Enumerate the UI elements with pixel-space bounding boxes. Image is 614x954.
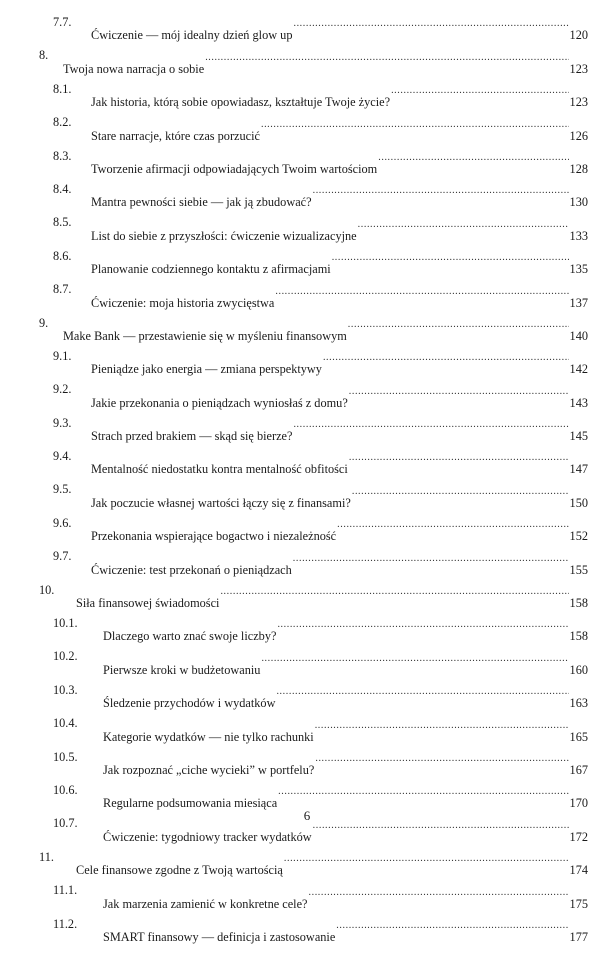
toc-entry-page[interactable]: 137 [569, 295, 588, 310]
toc-entry-page[interactable]: 174 [569, 863, 588, 878]
toc-section-entry[interactable] [0, 607, 614, 644]
toc-entry-page[interactable]: 126 [569, 128, 588, 143]
toc-entry-number: 8. [39, 48, 49, 63]
dot-leader [349, 373, 569, 406]
dot-leader [277, 607, 568, 640]
toc-section-entry[interactable] [0, 741, 614, 777]
toc-section-entry[interactable] [0, 106, 614, 143]
toc-entry-title[interactable]: Planowanie codziennego kontaktu z afirmacjami [91, 262, 331, 277]
toc-entry-title[interactable]: Siła finansowej świadomości [76, 596, 220, 611]
toc-entry-number: 9.7. [53, 549, 72, 564]
toc-section-entry[interactable] [0, 874, 614, 911]
toc-entry-page[interactable]: 147 [569, 462, 588, 477]
toc-entry-page[interactable]: 158 [569, 596, 588, 611]
toc-section-entry[interactable] [0, 206, 614, 243]
dot-leader [323, 340, 569, 373]
dot-leader [276, 674, 568, 707]
toc-entry-title[interactable]: Jak marzenia zamienić w konkretne cele? [103, 896, 308, 911]
toc-entry-number: 9.5. [53, 482, 72, 497]
toc-entry-page[interactable]: 165 [569, 729, 588, 744]
toc-section-entry[interactable] [0, 73, 614, 110]
toc-entry-title[interactable]: Mantra pewności siebie — jak ją zbudować? [91, 195, 312, 210]
table-of-contents [0, 6, 614, 944]
toc-entry-number: 10.1. [53, 616, 78, 631]
toc-entry-title[interactable]: Kategorie wydatków — nie tylko rachunki [103, 729, 314, 744]
toc-section-entry[interactable] [0, 273, 614, 310]
toc-entry-number: 8.3. [53, 148, 72, 163]
dot-leader [337, 507, 568, 540]
toc-section-entry[interactable] [0, 507, 614, 544]
toc-entry-title[interactable]: Twoja nowa narracja o sobie [63, 61, 205, 76]
toc-entry-number: 10.3. [53, 682, 78, 697]
dot-leader [278, 774, 568, 807]
toc-entry-page[interactable]: 140 [569, 328, 588, 343]
toc-section-entry[interactable] [0, 173, 614, 210]
toc-entry-number: 9.6. [53, 515, 72, 530]
toc-entry-page[interactable]: 150 [569, 495, 588, 510]
toc-entry-number: 9.2. [53, 382, 72, 397]
toc-entry-title[interactable]: Przekonania wspierające bogactwo i niezależność [91, 529, 337, 544]
toc-entry-page[interactable]: 177 [569, 929, 588, 944]
dot-leader [391, 73, 568, 106]
toc-entry-page[interactable]: 172 [569, 829, 588, 844]
toc-entry-title[interactable]: Ćwiczenie: moja historia zwycięstwa [91, 295, 275, 310]
dot-leader [378, 140, 568, 173]
toc-entry-title[interactable]: Pierwsze kroki w budżetowaniu [103, 662, 261, 677]
toc-entry-title[interactable]: Ćwiczenie: test przekonań o pieniądzach [91, 562, 292, 577]
toc-chapter-entry[interactable] [0, 841, 614, 878]
toc-entry-title[interactable]: Mentalność niedostatku kontra mentalność obfitości [91, 462, 348, 477]
toc-entry-page[interactable]: 143 [569, 395, 588, 410]
toc-entry-number: 7.7. [53, 15, 72, 29]
toc-section-entry[interactable] [0, 440, 614, 477]
dot-leader [293, 540, 569, 573]
toc-entry-title[interactable]: Ćwiczenie — mój idealny dzień glow up [91, 28, 293, 43]
toc-entry-number: 10. [39, 582, 55, 597]
toc-entry-page[interactable]: 170 [569, 796, 588, 811]
toc-entry-page[interactable]: 145 [569, 429, 588, 444]
dot-leader [275, 273, 568, 306]
toc-entry-number: 9.1. [53, 348, 72, 363]
toc-entry-number: 8.4. [53, 181, 72, 196]
toc-entry-number: 8.1. [53, 81, 72, 96]
toc-entry-page[interactable]: 128 [569, 161, 588, 176]
toc-entry-number: 8.2. [53, 115, 72, 130]
dot-leader [205, 39, 568, 72]
dot-leader [352, 473, 569, 506]
toc-entry-number: 10.7. [53, 816, 78, 831]
dot-leader [336, 908, 568, 941]
toc-section-entry[interactable] [0, 774, 614, 811]
toc-entry-title[interactable]: Jak historia, którą sobie opowiadasz, kształtuje Twoje życie? [91, 95, 391, 110]
toc-entry-number: 8.5. [53, 215, 72, 230]
toc-entry-page[interactable]: 160 [569, 662, 588, 677]
toc-entry-number: 8.7. [53, 282, 72, 297]
dot-leader [284, 841, 569, 874]
toc-section-entry[interactable] [0, 908, 614, 944]
toc-entry-title[interactable]: Regularne podsumowania miesiąca [103, 796, 278, 811]
toc-entry-number: 10.4. [53, 716, 78, 731]
toc-entry-title[interactable]: Stare narracje, które czas porzucić [91, 128, 260, 143]
toc-entry-number: 11. [39, 849, 54, 864]
dot-leader [220, 574, 568, 607]
toc-entry-title[interactable]: Make Bank — przestawienie się w myśleniu finansowym [63, 328, 347, 343]
toc-entry-number: 9.3. [53, 415, 72, 430]
toc-entry-page[interactable]: 135 [569, 262, 588, 277]
dot-leader [332, 240, 569, 273]
toc-entry-number: 11.1. [53, 883, 78, 898]
toc-entry-number: 10.2. [53, 649, 78, 664]
toc-chapter-entry[interactable] [0, 39, 614, 76]
toc-entry-number: 10.5. [53, 749, 78, 764]
toc-entry-page[interactable]: 123 [569, 95, 588, 110]
toc-entry-page[interactable]: 155 [569, 562, 588, 577]
dot-leader [293, 6, 568, 39]
toc-section-entry[interactable] [0, 707, 614, 744]
toc-section-entry[interactable] [0, 6, 614, 43]
toc-entry-page[interactable]: 158 [569, 629, 588, 644]
toc-entry-number: 10.6. [53, 782, 78, 797]
toc-entry-number: 8.6. [53, 248, 72, 263]
toc-entry-page[interactable]: 120 [569, 28, 588, 43]
dot-leader [315, 741, 568, 774]
toc-entry-title[interactable]: List do siebie z przyszłości: ćwiczenie wizualizacyjne [91, 228, 357, 243]
toc-entry-page[interactable]: 167 [569, 762, 588, 777]
dot-leader [358, 206, 569, 239]
toc-entry-page[interactable]: 123 [569, 61, 588, 76]
dot-leader [349, 440, 569, 473]
toc-entry-title[interactable]: Jak rozpoznać „ciche wycieki” w portfelu? [103, 762, 315, 777]
toc-chapter-entry[interactable] [0, 307, 614, 343]
toc-section-entry[interactable] [0, 373, 614, 410]
dot-leader [348, 307, 569, 340]
toc-entry-page[interactable]: 133 [569, 228, 588, 243]
toc-entry-page[interactable]: 142 [569, 362, 588, 377]
toc-section-entry[interactable] [0, 140, 614, 176]
toc-entry-number: 11.2. [53, 916, 78, 931]
toc-entry-title[interactable]: Jakie przekonania o pieniądzach wyniosłaś z domu? [91, 395, 348, 410]
dot-leader [293, 407, 568, 440]
toc-section-entry[interactable] [0, 240, 614, 277]
toc-entry-page[interactable]: 152 [569, 529, 588, 544]
toc-entry-title[interactable]: Pieniądze jako energia — zmiana perspektywy [91, 362, 322, 377]
toc-entry-number: 9. [39, 315, 49, 330]
dot-leader [313, 173, 569, 206]
toc-section-entry[interactable] [0, 674, 614, 711]
toc-entry-title[interactable]: Cele finansowe zgodne z Twoją wartością [76, 863, 283, 878]
dot-leader [261, 106, 569, 139]
toc-chapter-entry[interactable] [0, 574, 614, 611]
toc-entry-title[interactable]: Dlaczego warto znać swoje liczby? [103, 629, 277, 644]
dot-leader [315, 707, 569, 740]
toc-entry-title[interactable]: Śledzenie przychodów i wydatków [103, 696, 276, 711]
toc-section-entry[interactable] [0, 540, 614, 577]
toc-entry-page[interactable]: 163 [569, 696, 588, 711]
toc-section-entry[interactable] [0, 340, 614, 377]
dot-leader [261, 640, 568, 673]
toc-entry-number: 9.4. [53, 449, 72, 464]
page-number: 6 [303, 808, 311, 823]
toc-entry-title[interactable]: Jak poczucie własnej wartości łączy się z finansami? [91, 495, 351, 510]
toc-entry-page[interactable]: 130 [569, 195, 588, 210]
dot-leader [309, 874, 569, 907]
toc-entry-title[interactable]: Strach przed brakiem — skąd się bierze? [91, 429, 293, 444]
toc-entry-line [103, 908, 588, 954]
toc-section-entry[interactable] [0, 407, 614, 444]
toc-entry-title[interactable]: Tworzenie afirmacji odpowiadających Twoim wartościom [91, 161, 378, 176]
toc-section-entry[interactable] [0, 640, 614, 677]
toc-entry-title[interactable]: SMART finansowy — definicja i zastosowanie [103, 929, 336, 944]
toc-entry-page[interactable]: 175 [569, 896, 588, 911]
toc-entry-title[interactable]: Ćwiczenie: tygodniowy tracker wydatków [103, 829, 312, 844]
toc-section-entry[interactable] [0, 473, 614, 510]
